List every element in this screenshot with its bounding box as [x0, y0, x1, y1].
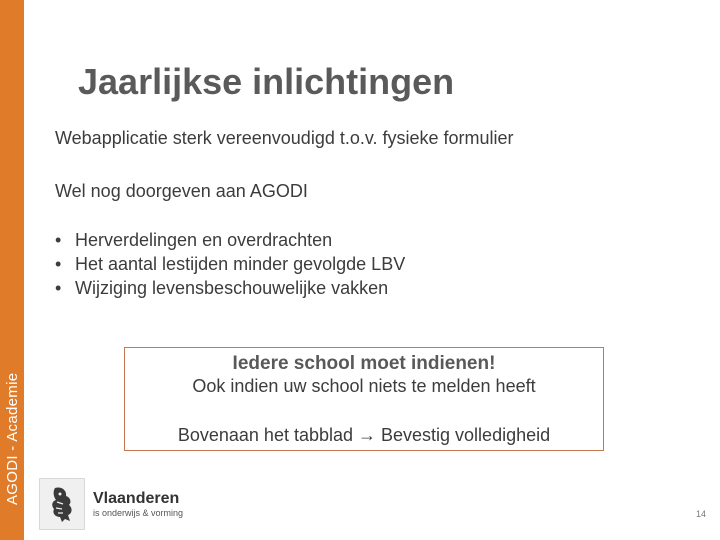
side-label-container	[0, 352, 24, 522]
bullet-text: Wijziging levensbeschouwelijke vakken	[75, 278, 389, 298]
slide-title: Jaarlijkse inlichtingen	[78, 61, 455, 102]
logo-name: Vlaanderen	[93, 489, 180, 507]
bullet-text: Herverdelingen en overdrachten	[75, 230, 333, 250]
report-line: Wel nog doorgeven aan AGODI	[55, 181, 308, 201]
bullet-dot: •	[55, 254, 62, 274]
side-label: AGODI - Academie	[4, 372, 21, 505]
bullet-dot: •	[55, 230, 62, 250]
flemish-lion-icon	[39, 478, 85, 530]
lion-shape	[47, 484, 77, 524]
notice-subline: Ook indien uw school niets te melden heeft	[192, 376, 536, 396]
bullet-text: Het aantal lestijden minder gevolgde LBV	[75, 254, 406, 274]
vlaanderen-logo	[39, 477, 209, 531]
bullet-item	[55, 228, 405, 252]
logo-tagline: is onderwijs & vorming	[93, 507, 184, 518]
bullet-list	[55, 228, 405, 300]
notice-headline: Iedere school moet indienen!	[232, 353, 496, 374]
intro-line: Webapplicatie sterk vereenvoudigd t.o.v. fysieke formulier	[55, 128, 514, 148]
page-number: 14	[695, 509, 706, 519]
logo-text	[93, 490, 183, 519]
notice-box	[124, 347, 604, 451]
bullet-dot: •	[55, 278, 62, 298]
notice-action: Bovenaan het tabblad → Bevestig volledigheid	[177, 425, 551, 445]
bullet-item	[55, 276, 405, 300]
bullet-item	[55, 252, 405, 276]
